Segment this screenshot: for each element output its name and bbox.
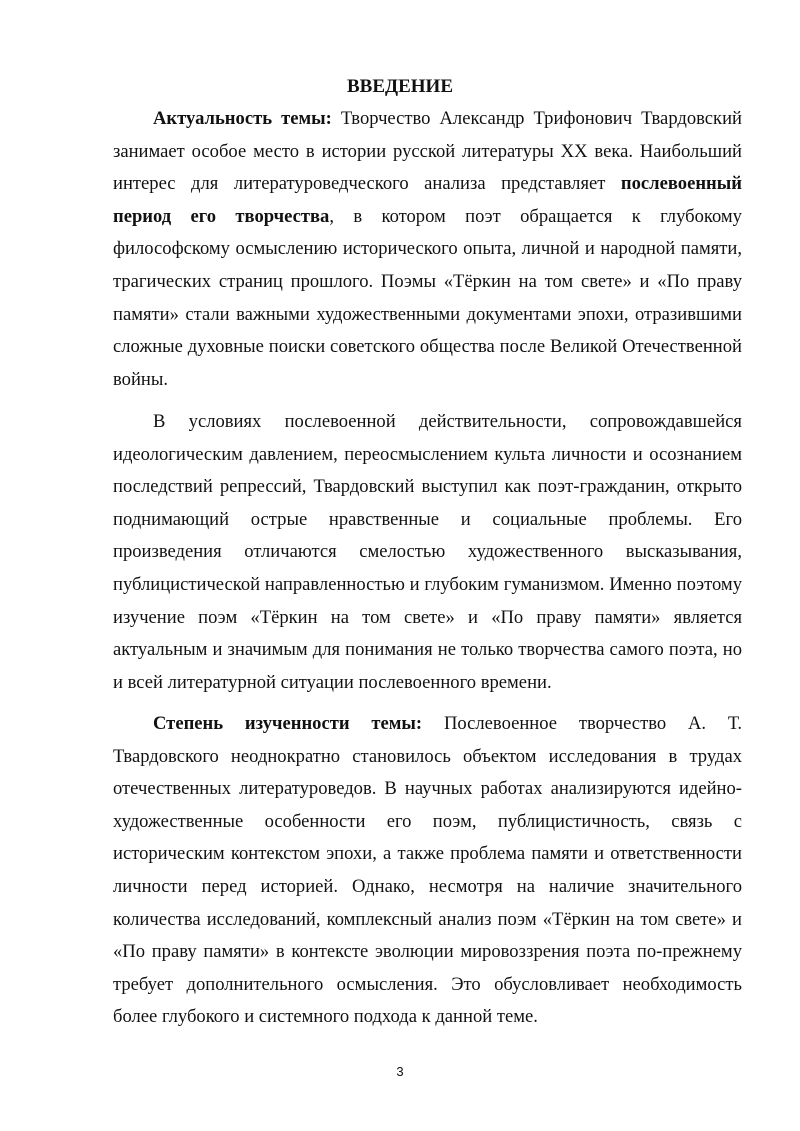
section-title: ВВЕДЕНИЕ	[347, 76, 453, 97]
relevance-emphasis: послевоенный период его творчества	[113, 173, 742, 227]
relevance-text-end: , в котором поэт обращается к глубокому философскому осмыслению исторического опыта, личной и народной памяти, трагических страниц прошлого. Поэмы «Тёркин на том свете» и «По праву памяти» стали важными художественными документами эпохи, отразившими сложные духовные поиски советского общества после Великой Отечественной войны.	[113, 205, 742, 390]
page-number: 3	[396, 1064, 404, 1079]
paragraph-context: В условиях послевоенной действительности, сопровождавшейся идеологическим давлением, переосмыслением культа личности и осознанием последствий репрессий, Твардовский выступил как поэт-гражданин, открыто поднимающий острые нравственные и социальные проблемы. Его произведения отличаются смелостью художественного высказывания, публицистической направленностью и глубоким гуманизмом. Именно поэтому изучение поэм «Тёркин на том свете» и «По праву памяти» является актуальным и значимым для понимания не только творчества самого поэта, но и всей литературной ситуации послевоенного времени.	[113, 411, 742, 693]
paragraph-research-degree	[113, 708, 742, 1034]
research-degree-heading: Степень изученности темы:	[153, 713, 423, 734]
research-degree-text: Послевоенное творчество А. Т. Твардовского неоднократно становилось объектом исследования в трудах отечественных литературоведов. В научных работах анализируются идейно-художественные особенности его поэм, публицистичность, связь с историческим контекстом эпохи, а также проблема памяти и ответственности личности перед историей. Однако, несмотря на наличие значительного количества исследований, комплексный анализ поэм «Тёркин на том свете» и «По праву памяти» в контексте эволюции мировоззрения поэта по-прежнему требует дополнительного осмысления. Это обусловливает необходимость более глубокого и системного подхода к данной теме.	[113, 713, 742, 1028]
paragraph-relevance	[113, 103, 742, 396]
relevance-heading: Актуальность темы:	[153, 108, 332, 129]
relevance-text-start: Творчество Александр Трифонович Твардовский занимает особое место в истории русской литературы XX века. Наибольший интерес для литературоведческого анализа представляет	[113, 108, 742, 195]
